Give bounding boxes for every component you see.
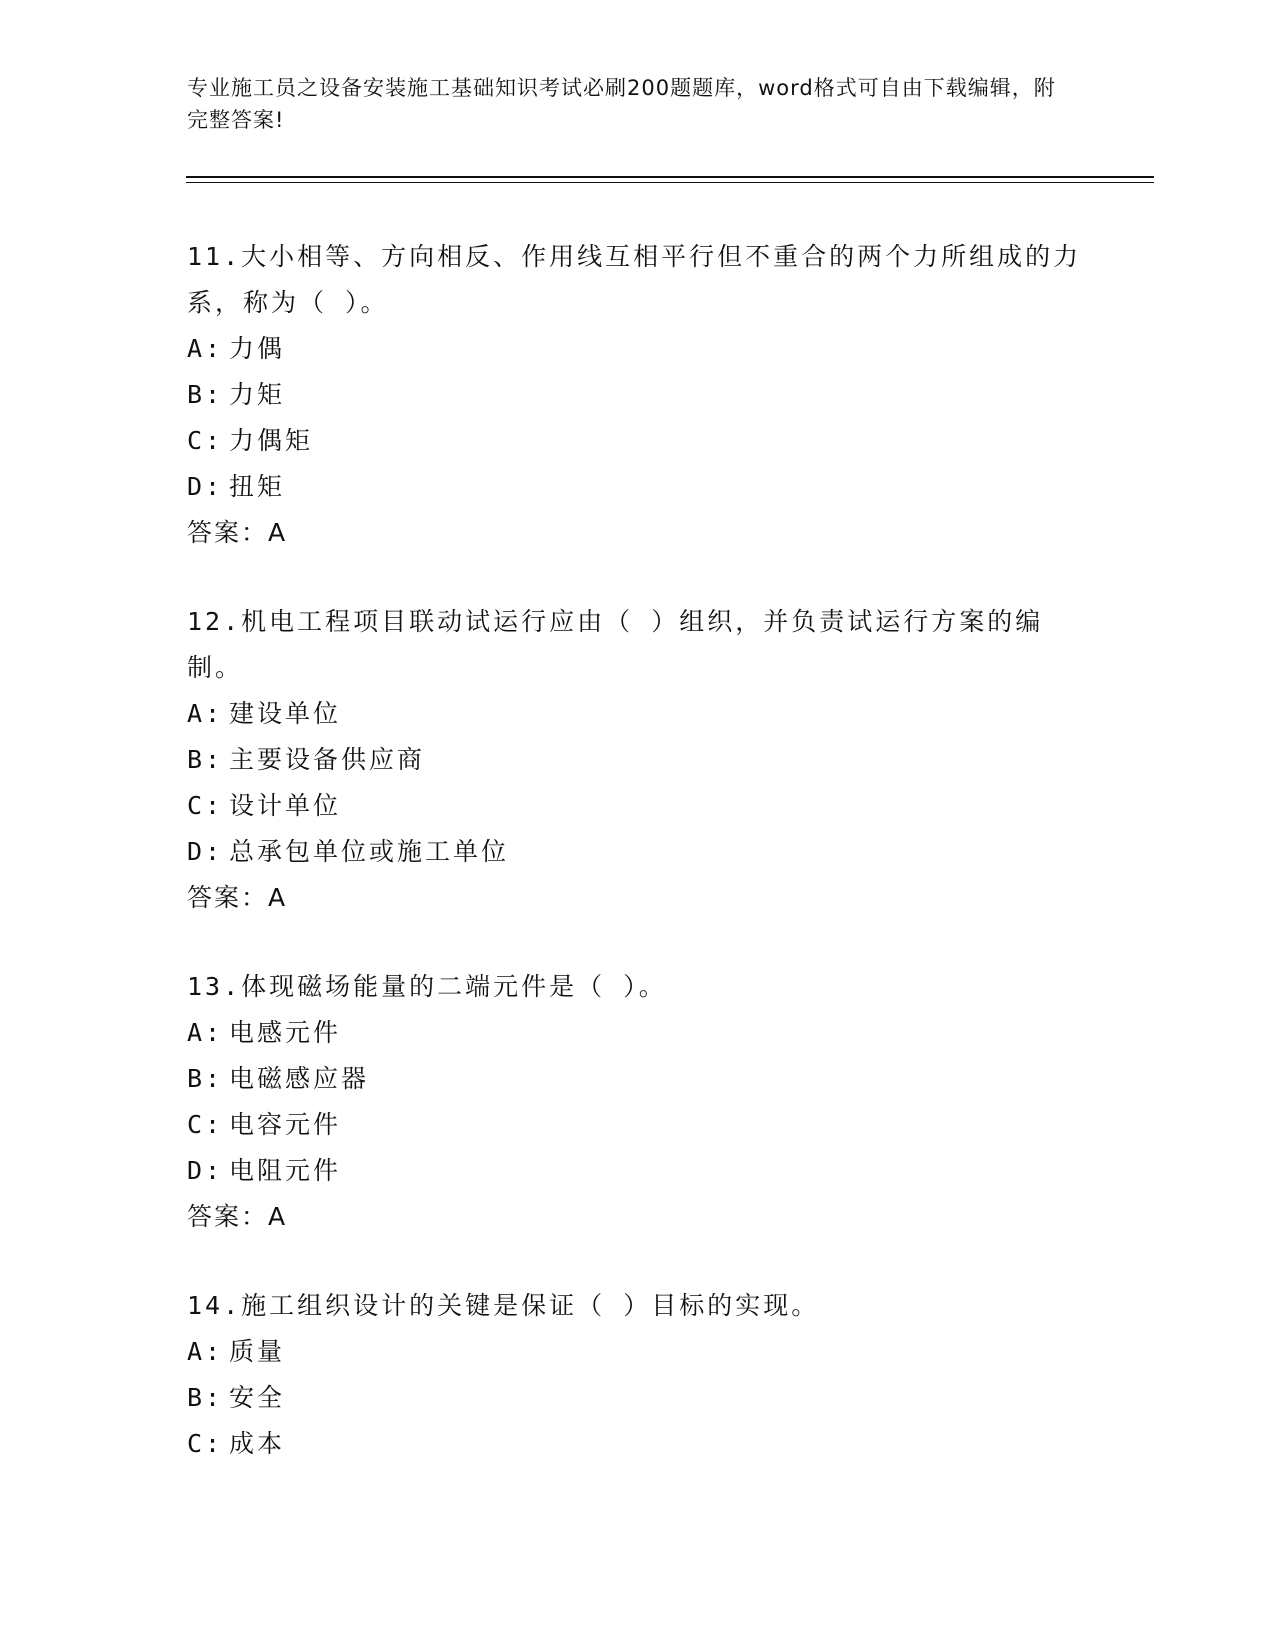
- option-d: [187, 1148, 1087, 1194]
- answer-line: 答案：A: [187, 1202, 288, 1231]
- option-text: 安全: [229, 1383, 286, 1412]
- option-b: [187, 737, 1087, 783]
- option-key: D:: [187, 472, 224, 501]
- option-a: [187, 1329, 1087, 1375]
- option-a: [187, 326, 1087, 372]
- option-key: A:: [187, 699, 224, 728]
- option-key: B:: [187, 745, 224, 774]
- option-b: [187, 372, 1087, 418]
- option-key: B:: [187, 380, 224, 409]
- option-text: 电磁感应器: [229, 1064, 370, 1093]
- option-b: [187, 1375, 1087, 1421]
- question-list: [187, 234, 1087, 1510]
- option-b: [187, 1056, 1087, 1102]
- option-key: C:: [187, 1110, 224, 1139]
- option-text: 电阻元件: [229, 1156, 342, 1185]
- answer-line: 答案：A: [187, 518, 288, 547]
- option-key: C:: [187, 426, 224, 455]
- option-a: [187, 691, 1087, 737]
- option-key: A:: [187, 334, 224, 363]
- document-header: 专业施工员之设备安装施工基础知识考试必刷200题题库，word格式可自由下载编辑，附完整答案!: [187, 76, 1056, 132]
- option-text: 电容元件: [229, 1110, 342, 1139]
- answer-line: 答案：A: [187, 883, 288, 912]
- option-c: [187, 1102, 1087, 1148]
- question-14: [187, 1283, 1087, 1467]
- option-text: 建设单位: [229, 699, 342, 728]
- option-text: 扭矩: [229, 472, 286, 501]
- header-divider-thin: [186, 182, 1154, 183]
- option-c: [187, 783, 1087, 829]
- question-12: [187, 599, 1087, 921]
- option-text: 电感元件: [229, 1018, 342, 1047]
- option-text: 力矩: [229, 380, 286, 409]
- option-c: [187, 418, 1087, 464]
- header-divider-thick: [186, 176, 1154, 178]
- option-text: 主要设备供应商: [229, 745, 426, 774]
- option-d: [187, 464, 1087, 510]
- option-text: 力偶矩: [229, 426, 314, 455]
- option-a: [187, 1010, 1087, 1056]
- option-c: [187, 1421, 1087, 1467]
- option-text: 力偶: [229, 334, 286, 363]
- option-text: 成本: [229, 1429, 286, 1458]
- question-stem: 13.体现磁场能量的二端元件是（ ）。: [187, 972, 667, 1001]
- question-stem: 14.施工组织设计的关键是保证（ ）目标的实现。: [187, 1291, 820, 1320]
- question-13: [187, 964, 1087, 1240]
- option-key: D:: [187, 837, 224, 866]
- question-11: [187, 234, 1087, 556]
- option-key: A:: [187, 1337, 224, 1366]
- option-key: B:: [187, 1383, 224, 1412]
- option-key: C:: [187, 791, 224, 820]
- option-d: [187, 829, 1087, 875]
- option-key: C:: [187, 1429, 224, 1458]
- option-key: B:: [187, 1064, 224, 1093]
- option-text: 设计单位: [229, 791, 342, 820]
- option-text: 质量: [229, 1337, 286, 1366]
- question-stem: 12.机电工程项目联动试运行应由（ ）组织，并负责试运行方案的编制。: [187, 607, 1044, 682]
- option-text: 总承包单位或施工单位: [229, 837, 510, 866]
- option-key: A:: [187, 1018, 224, 1047]
- option-key: D:: [187, 1156, 224, 1185]
- question-stem: 11.大小相等、方向相反、作用线互相平行但不重合的两个力所组成的力系，称为（ ）。: [187, 242, 1082, 317]
